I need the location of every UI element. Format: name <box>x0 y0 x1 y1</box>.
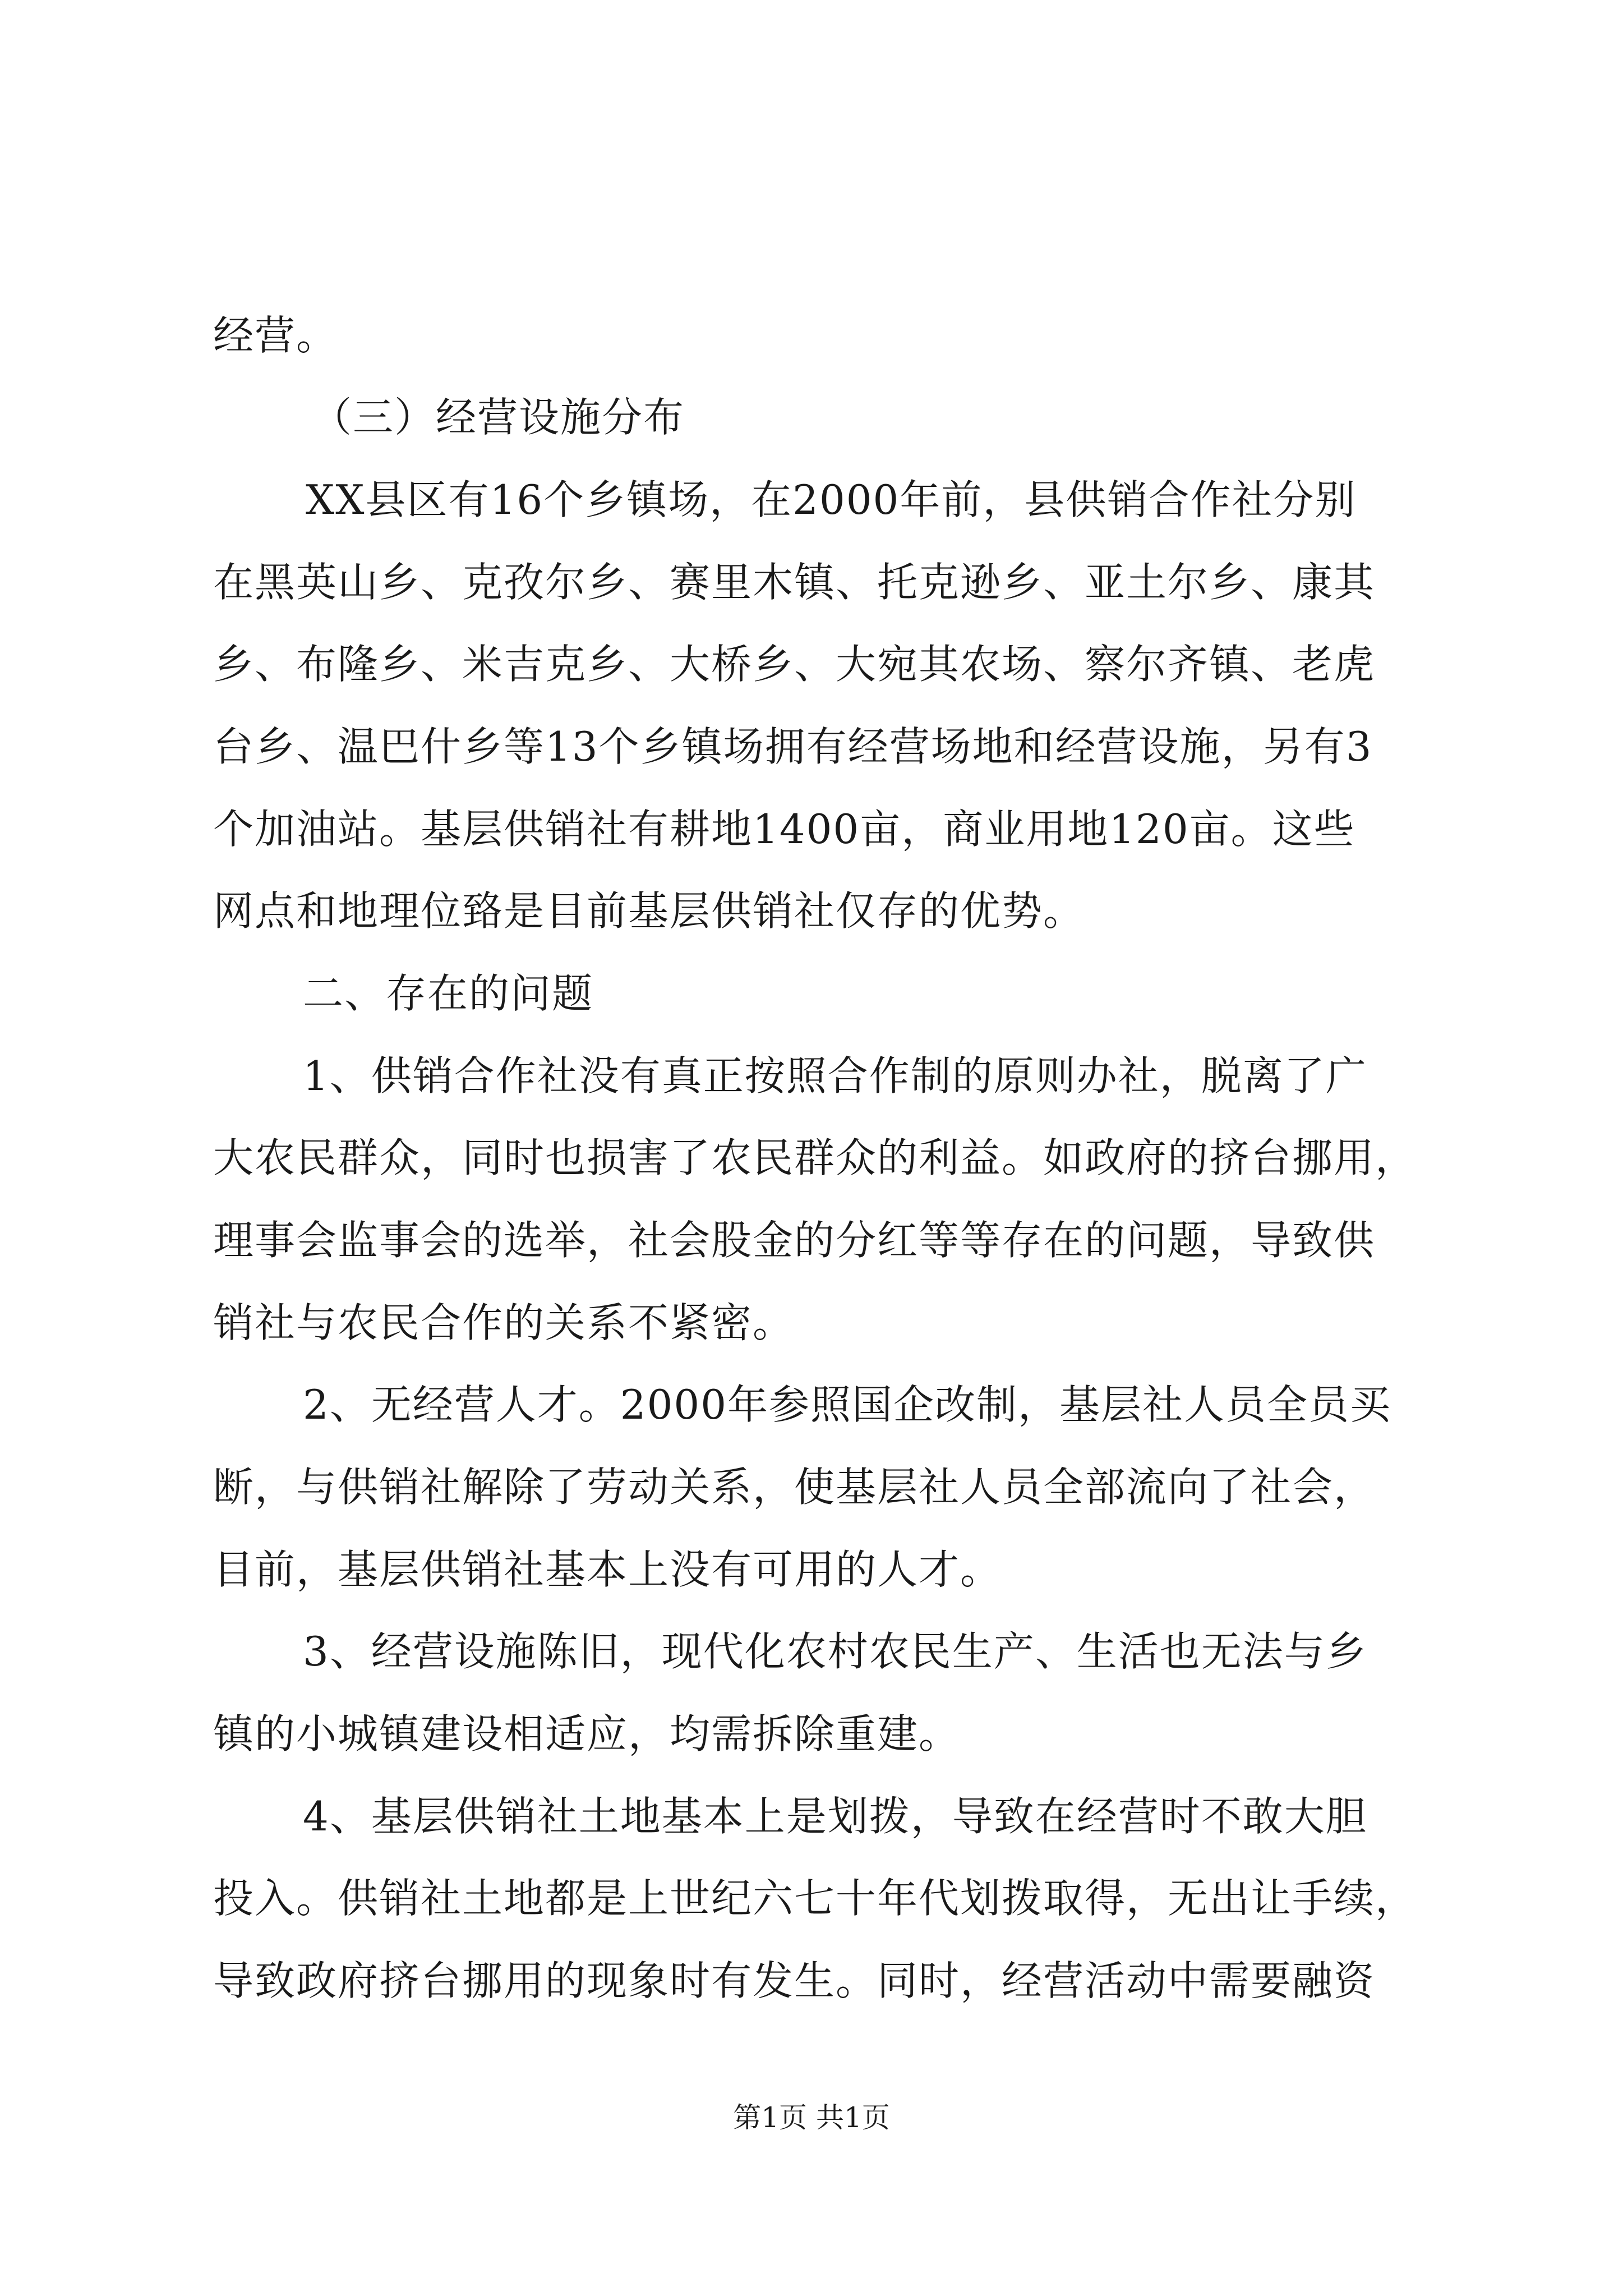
text-line: 经营。 <box>213 312 338 359</box>
text-line: 大农民群众，同时也损害了农民群众的利益。如政府的挤台挪用， <box>213 1134 1417 1181</box>
text-line: 台乡、温巴什乡等13个乡镇场拥有经营场地和经营设施，另有3 <box>213 723 1373 770</box>
text-line: 2、无经营人才。2000年参照国企改制，基层社人员全员买 <box>303 1381 1392 1428</box>
text-line: 镇的小城镇建设相适应，均需拆除重建。 <box>213 1710 961 1757</box>
text-line: 网点和地理位臵是目前基层供销社仅存的优势。 <box>213 887 1085 935</box>
text-line: 个加油站。基层供销社有耕地1400亩，商业用地120亩。这些 <box>213 806 1355 853</box>
text-line: 销社与农民合作的关系不紧密。 <box>213 1299 795 1346</box>
text-line: XX县区有16个乡镇场，在2000年前，县供销合作社分别 <box>306 476 1357 523</box>
section-heading: 二、存在的问题 <box>303 970 594 1017</box>
text-line: 导致政府挤台挪用的现象时有发生。同时，经营活动中需要融资 <box>213 1957 1376 2004</box>
text-line: 4、基层供销社土地基本上是划拨，导致在经营时不敢大胆 <box>303 1793 1367 1840</box>
page-footer: 第1页 共1页 <box>733 2101 890 2134</box>
section-heading: （三）经营设施分布 <box>311 394 685 441</box>
text-line: 3、经营设施陈旧，现代化农村农民生产、生活也无法与乡 <box>303 1628 1367 1675</box>
text-line: 理事会监事会的选举，社会股金的分红等等存在的问题，导致供 <box>213 1217 1376 1264</box>
text-line: 在黑英山乡、克孜尔乡、赛里木镇、托克逊乡、亚土尔乡、康其 <box>213 559 1376 606</box>
text-line: 目前，基层供销社基本上没有可用的人才。 <box>213 1546 1002 1593</box>
text-line: 断，与供销社解除了劳动关系，使基层社人员全部流向了社会， <box>213 1464 1376 1511</box>
text-line: 1、供销合作社没有真正按照合作制的原则办社，脱离了广 <box>303 1052 1367 1099</box>
text-line: 投入。供销社土地都是上世纪六七十年代划拨取得，无出让手续， <box>213 1875 1417 1922</box>
text-line: 乡、布隆乡、米吉克乡、大桥乡、大宛其农场、察尔齐镇、老虎 <box>213 641 1376 688</box>
